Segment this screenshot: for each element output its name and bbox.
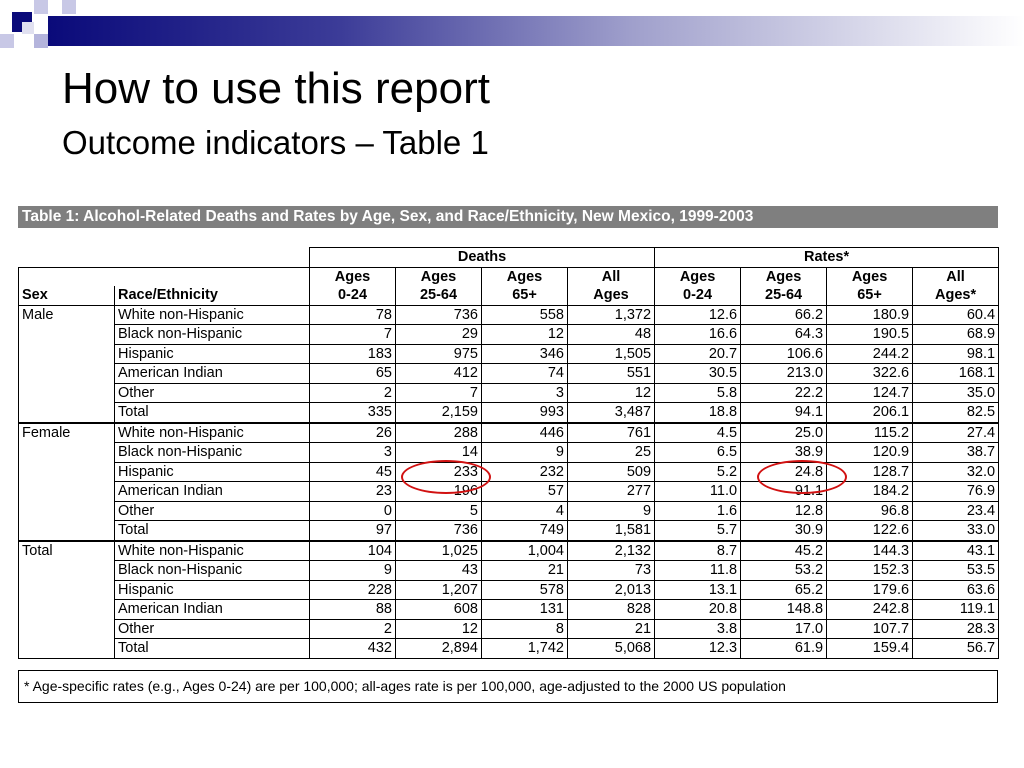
race-cell: Hispanic [115,462,310,482]
header-spacer [19,267,310,286]
deaths-cell: 8 [482,619,568,639]
col-header-top: Ages [741,267,827,286]
rate-cell: 115.2 [827,423,913,443]
deaths-cell: 23 [310,482,396,502]
deaths-cell: 335 [310,403,396,423]
deaths-cell: 736 [396,305,482,325]
col-header-bottom: Ages* [913,286,999,305]
rate-cell: 45.2 [741,541,827,561]
rate-cell: 148.8 [741,600,827,620]
deaths-cell: 288 [396,423,482,443]
rate-cell: 30.5 [655,364,741,384]
sex-cell: Total [19,541,115,659]
rate-cell: 64.3 [741,325,827,345]
deaths-cell: 2 [310,619,396,639]
rate-cell: 56.7 [913,639,999,659]
race-cell: Other [115,501,310,521]
rate-cell: 68.9 [913,325,999,345]
rate-cell: 152.3 [827,561,913,581]
rate-cell: 8.7 [655,541,741,561]
table-row [19,443,999,463]
col-header-bottom: 0-24 [655,286,741,305]
rate-cell: 53.2 [741,561,827,581]
table-row [19,364,999,384]
deaths-cell: 4 [482,501,568,521]
rate-cell: 12.3 [655,639,741,659]
corner-square-light [62,0,76,14]
deaths-cell: 5 [396,501,482,521]
deaths-cell: 828 [568,600,655,620]
race-cell: White non-Hispanic [115,423,310,443]
rate-cell: 20.8 [655,600,741,620]
rate-cell: 3.8 [655,619,741,639]
rate-cell: 11.0 [655,482,741,502]
rate-cell: 82.5 [913,403,999,423]
rate-cell: 5.8 [655,383,741,403]
rate-cell: 96.8 [827,501,913,521]
deaths-cell: 975 [396,344,482,364]
deaths-cell: 12 [568,383,655,403]
race-cell: Total [115,403,310,423]
table-row [19,383,999,403]
deaths-cell: 97 [310,521,396,541]
rate-cell: 61.9 [741,639,827,659]
corner-square-light [22,22,34,34]
deaths-cell: 21 [482,561,568,581]
rate-cell: 38.9 [741,443,827,463]
rate-cell: 5.2 [655,462,741,482]
rate-cell: 17.0 [741,619,827,639]
corner-square-light [34,34,48,48]
rate-cell: 33.0 [913,521,999,541]
col-header-top: All [913,267,999,286]
race-cell: Total [115,521,310,541]
table-caption: Table 1: Alcohol-Related Deaths and Rates by Age, Sex, and Race/Ethnicity, New Mexico, 1999-2003 [18,206,998,228]
rate-cell: 25.0 [741,423,827,443]
table-row [19,561,999,581]
rate-cell: 168.1 [913,364,999,384]
table-row [19,482,999,502]
deaths-cell: 2 [310,383,396,403]
rate-cell: 27.4 [913,423,999,443]
rate-cell: 22.2 [741,383,827,403]
col-header-top: Ages [310,267,396,286]
table-row [19,580,999,600]
rate-cell: 159.4 [827,639,913,659]
rate-cell: 32.0 [913,462,999,482]
rate-cell: 12.8 [741,501,827,521]
deaths-cell: 1,004 [482,541,568,561]
deaths-cell: 9 [568,501,655,521]
rate-cell: 12.6 [655,305,741,325]
deaths-cell: 2,159 [396,403,482,423]
rate-cell: 213.0 [741,364,827,384]
deaths-cell: 183 [310,344,396,364]
sex-cell: Female [19,423,115,541]
deaths-cell: 749 [482,521,568,541]
deaths-cell: 761 [568,423,655,443]
rate-cell: 179.6 [827,580,913,600]
col-header-bottom: 0-24 [310,286,396,305]
rate-cell: 180.9 [827,305,913,325]
deaths-cell: 228 [310,580,396,600]
sex-cell: Male [19,305,115,423]
deaths-cell: 1,581 [568,521,655,541]
table-row [19,600,999,620]
header-gradient-bar [48,16,1024,46]
table-row [19,639,999,659]
table-row [19,344,999,364]
deaths-cell: 9 [310,561,396,581]
deaths-cell: 346 [482,344,568,364]
rate-cell: 242.8 [827,600,913,620]
table-row [19,403,999,423]
deaths-cell: 1,505 [568,344,655,364]
rate-cell: 18.8 [655,403,741,423]
rate-cell: 60.4 [913,305,999,325]
deaths-cell: 26 [310,423,396,443]
race-cell: American Indian [115,482,310,502]
race-cell: Other [115,619,310,639]
highlight-circle-rates [757,460,847,494]
deaths-cell: 73 [568,561,655,581]
rate-cell: 6.5 [655,443,741,463]
deaths-cell: 1,372 [568,305,655,325]
deaths-cell: 558 [482,305,568,325]
table-row [19,305,999,325]
race-cell: American Indian [115,600,310,620]
deaths-cell: 578 [482,580,568,600]
rate-cell: 16.6 [655,325,741,345]
group-header-rates: Rates* [655,248,999,268]
rate-cell: 65.2 [741,580,827,600]
deaths-cell: 232 [482,462,568,482]
rate-cell: 244.2 [827,344,913,364]
deaths-cell: 0 [310,501,396,521]
race-cell: Black non-Hispanic [115,325,310,345]
table-row [19,541,999,561]
race-cell: Hispanic [115,580,310,600]
header-spacer [19,248,310,268]
highlight-circle-deaths [401,460,491,494]
rate-cell: 98.1 [913,344,999,364]
rate-cell: 1.6 [655,501,741,521]
table-row [19,325,999,345]
deaths-cell: 1,025 [396,541,482,561]
rate-cell: 94.1 [741,403,827,423]
rate-cell: 20.7 [655,344,741,364]
deaths-cell: 43 [396,561,482,581]
deaths-cell: 7 [396,383,482,403]
table-body [19,305,999,658]
col-header-top: All [568,267,655,286]
col-header-race: Race/Ethnicity [115,286,310,305]
race-cell: American Indian [115,364,310,384]
corner-square-light [0,34,14,48]
col-header-bottom: 65+ [482,286,568,305]
race-cell: Black non-Hispanic [115,561,310,581]
deaths-cell: 74 [482,364,568,384]
deaths-cell: 233 [396,462,482,482]
deaths-cell: 3 [482,383,568,403]
deaths-cell: 1,742 [482,639,568,659]
rate-cell: 119.1 [913,600,999,620]
col-header-top: Ages [396,267,482,286]
deaths-cell: 736 [396,521,482,541]
rate-cell: 28.3 [913,619,999,639]
rate-cell: 38.7 [913,443,999,463]
rate-cell: 76.9 [913,482,999,502]
deaths-cell: 509 [568,462,655,482]
rate-cell: 122.6 [827,521,913,541]
deaths-cell: 14 [396,443,482,463]
deaths-cell: 2,132 [568,541,655,561]
deaths-cell: 21 [568,619,655,639]
corner-square-light [34,0,48,14]
rate-cell: 23.4 [913,501,999,521]
rate-cell: 144.3 [827,541,913,561]
deaths-cell: 432 [310,639,396,659]
table-row [19,423,999,443]
rate-cell: 190.5 [827,325,913,345]
deaths-cell: 131 [482,600,568,620]
race-cell: Total [115,639,310,659]
rate-cell: 4.5 [655,423,741,443]
rate-cell: 53.5 [913,561,999,581]
col-header-top: Ages [655,267,741,286]
race-cell: White non-Hispanic [115,541,310,561]
data-table [18,247,999,659]
race-cell: Black non-Hispanic [115,443,310,463]
slide-subtitle: Outcome indicators – Table 1 [62,124,489,161]
deaths-cell: 57 [482,482,568,502]
col-header-top: Ages [482,267,568,286]
table-row [19,521,999,541]
rate-cell: 24.8 [741,462,827,482]
deaths-cell: 1,207 [396,580,482,600]
deaths-cell: 12 [482,325,568,345]
rate-cell: 43.1 [913,541,999,561]
col-header-bottom: 25-64 [396,286,482,305]
deaths-cell: 993 [482,403,568,423]
rate-cell: 13.1 [655,580,741,600]
deaths-cell: 3,487 [568,403,655,423]
deaths-cell: 45 [310,462,396,482]
deaths-cell: 29 [396,325,482,345]
race-cell: Other [115,383,310,403]
deaths-cell: 5,068 [568,639,655,659]
rate-cell: 206.1 [827,403,913,423]
rate-cell: 120.9 [827,443,913,463]
deaths-cell: 7 [310,325,396,345]
deaths-cell: 196 [396,482,482,502]
deaths-cell: 412 [396,364,482,384]
table-row [19,501,999,521]
deaths-cell: 446 [482,423,568,443]
deaths-cell: 2,894 [396,639,482,659]
rate-cell: 5.7 [655,521,741,541]
group-header-deaths: Deaths [310,248,655,268]
col-header-bottom: 65+ [827,286,913,305]
deaths-cell: 12 [396,619,482,639]
deaths-cell: 104 [310,541,396,561]
rate-cell: 91.1 [741,482,827,502]
rate-cell: 35.0 [913,383,999,403]
slide-title: How to use this report [62,64,490,113]
table-footnote: * Age-specific rates (e.g., Ages 0-24) are per 100,000; all-ages rate is per 100,000, age-adjusted to the 2000 US population [18,670,998,703]
rate-cell: 128.7 [827,462,913,482]
rate-cell: 124.7 [827,383,913,403]
deaths-cell: 551 [568,364,655,384]
rate-cell: 11.8 [655,561,741,581]
col-header-bottom: 25-64 [741,286,827,305]
deaths-cell: 88 [310,600,396,620]
col-header-sex: Sex [19,286,115,305]
deaths-cell: 608 [396,600,482,620]
race-cell: White non-Hispanic [115,305,310,325]
rate-cell: 63.6 [913,580,999,600]
rate-cell: 322.6 [827,364,913,384]
table-row [19,462,999,482]
rate-cell: 66.2 [741,305,827,325]
rate-cell: 184.2 [827,482,913,502]
deaths-cell: 3 [310,443,396,463]
col-header-bottom: Ages [568,286,655,305]
deaths-cell: 25 [568,443,655,463]
deaths-cell: 9 [482,443,568,463]
rate-cell: 107.7 [827,619,913,639]
deaths-cell: 65 [310,364,396,384]
deaths-cell: 277 [568,482,655,502]
deaths-cell: 48 [568,325,655,345]
col-header-top: Ages [827,267,913,286]
deaths-cell: 78 [310,305,396,325]
deaths-cell: 2,013 [568,580,655,600]
rate-cell: 106.6 [741,344,827,364]
rate-cell: 30.9 [741,521,827,541]
table-row [19,619,999,639]
race-cell: Hispanic [115,344,310,364]
